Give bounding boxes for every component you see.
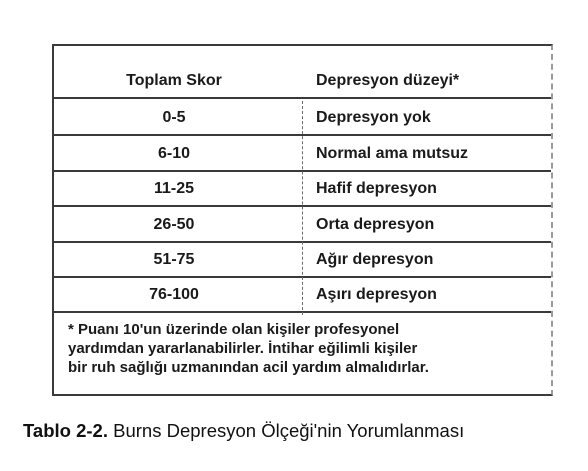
score-range: 0-5 — [162, 109, 186, 126]
header-total-score: Toplam Skor — [126, 72, 222, 89]
footnote-line: bir ruh sağlığı uzmanından acil yardım almalıdırlar. — [68, 359, 429, 376]
footnote-line: yardımdan yararlanabilirler. İntihar eğilimli kişiler — [68, 340, 418, 357]
caption-text: Burns Depresyon Ölçeği'nin Yorumlanması — [107, 420, 465, 441]
column-divider — [302, 101, 303, 315]
table-footnote — [68, 320, 538, 377]
depression-level: Depresyon yok — [316, 109, 431, 126]
score-range: 51-75 — [153, 251, 195, 268]
footnote-line: * Puanı 10'un üzerinde olan kişiler profesyonel — [68, 321, 400, 338]
score-range: 11-25 — [153, 180, 195, 197]
score-range: 76-100 — [149, 286, 199, 303]
table-caption — [23, 420, 464, 442]
depression-score-table — [52, 44, 553, 396]
caption-label: Tablo 2-2. — [23, 420, 108, 441]
depression-level: Hafif depresyon — [316, 180, 437, 197]
depression-level: Orta depresyon — [316, 216, 435, 233]
depression-level: Ağır depresyon — [316, 251, 434, 268]
depression-level: Aşırı depresyon — [316, 286, 437, 303]
header-depression-level: Depresyon düzeyi* — [316, 72, 460, 89]
score-range: 26-50 — [153, 216, 195, 233]
depression-level: Normal ama mutsuz — [316, 145, 469, 162]
table-header-row — [54, 64, 551, 99]
score-range: 6-10 — [157, 145, 191, 162]
